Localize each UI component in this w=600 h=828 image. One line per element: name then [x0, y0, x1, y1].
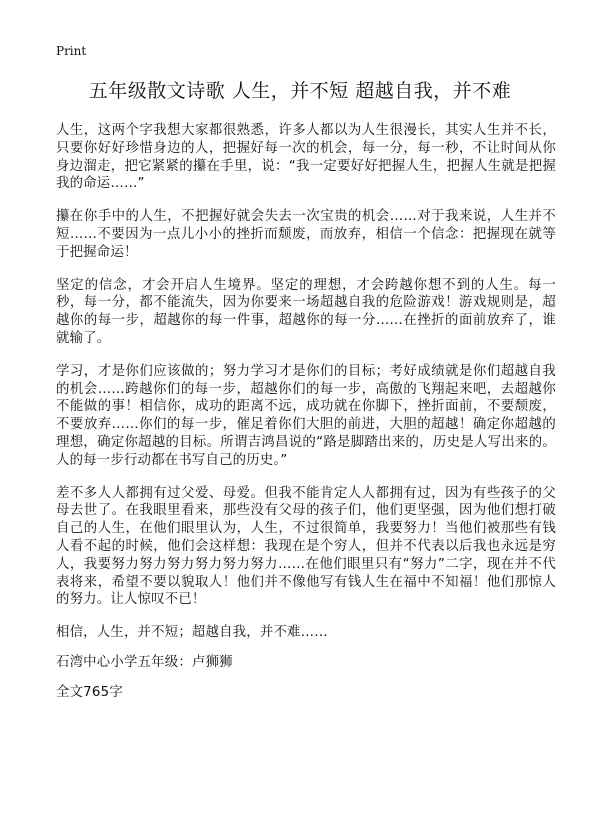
author-line: 石湾中心小学五年级：卢狮狮	[56, 654, 233, 670]
page-title: 五年级散文诗歌 人生，并不短 超越自我，并不难	[88, 80, 512, 102]
closing-line: 相信，人生，并不短；超越自我，并不难……	[56, 625, 328, 641]
article-body	[56, 122, 556, 714]
paragraph-1: 人生，这两个字我想大家都很熟悉，许多人都以为人生很漫长，其实人生并不长，只要你好好珍惜身边的人，把握好每一次的机会，每一分，每一秒，不让时间从你身边溜走，把它紧紧的攥在手里，说：“我一定要好好把握人生，把握人生就是把握我的命运……”	[56, 123, 556, 192]
paragraph-5: 差不多人人都拥有过父爱、母爱。但我不能肯定人人都拥有过，因为有些孩子的父母去世了。在我眼里看来，那些没有父母的孩子们，他们更坚强，因为他们想打破自己的人生，在他们眼里认为，人生，不过很简单，我要努力！当他们被那些有钱人看不起的时候，他们会这样想：我现在是个穷人，但并不代表以后我也永远是穷人，我要努力努力努力努力努力努力……在他们眼里只有“努力”二字，现在并不代表将来，希望不要以貌取人！他们并不像他写有钱人生在福中不知福！他们那惊人的努力。让人惊叹不已！	[56, 485, 556, 608]
paragraph-2: 攥在你手中的人生，不把握好就会失去一次宝贵的机会……对于我来说，人生并不短……不要因为一点儿小小的挫折而颓废，而放弃，相信一个信念：把握现在就等于把握命运！	[56, 209, 556, 260]
print-link[interactable]: Print	[56, 44, 87, 58]
paragraph-4: 学习，才是你们应该做的；努力学习才是你们的目标；考好成绩就是你们超越自我的机会……跨越你们的每一步，超越你们的每一步，高傲的飞翔起来吧，去超越你不能做的事！相信你，成功的距离不远，成功就在你脚下，挫折面前，不要颓废，不要放弃……你们的每一步，催足着你们大胆的前进，大胆的超越！确定你超越的理想，确定你超越的目标。所谓吉鸿昌说的“路是脚踏出来的，历史是人写出来的。人的每一步行动都在书写自己的历史。”	[56, 363, 556, 468]
paragraph-3: 坚定的信念，才会开启人生境界。坚定的理想，才会跨越你想不到的人生。每一秒，每一分，都不能流失，因为你要来一场超越自我的危险游戏！游戏规则是，超越你的每一步，超越你的每一件事，超越你的每一分……在挫折的面前放弃了，谁就输了。	[56, 277, 556, 346]
word-count: 全文765字	[56, 684, 123, 700]
